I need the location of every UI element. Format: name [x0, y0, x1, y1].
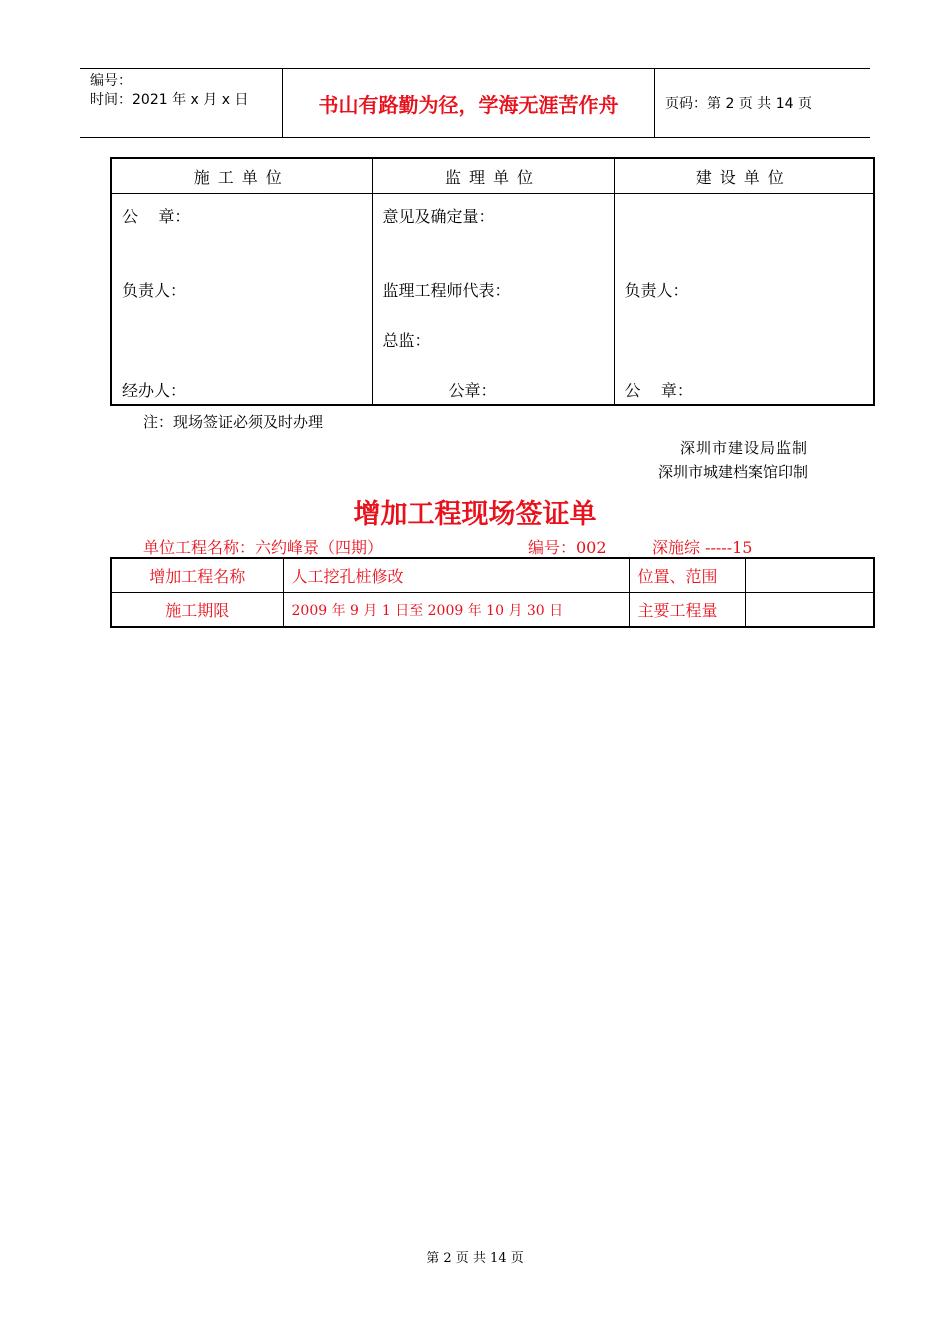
note: 注：现场签证必须及时办理 — [143, 413, 324, 431]
construction-person: 负责人： — [122, 281, 187, 300]
header-meta — [80, 69, 282, 137]
motto: 书山有路勤为径，学海无涯苦作舟 — [318, 92, 619, 117]
issuer-line2: 深圳市城建档案馆印制 — [657, 463, 808, 481]
issuer-line1: 深圳市建设局监制 — [679, 439, 808, 457]
construction-handler: 经办人： — [122, 381, 187, 400]
owner-cell — [614, 194, 874, 406]
supervision-engineer: 监理工程师代表： — [382, 281, 511, 300]
row-label: 增加工程名称 — [111, 558, 283, 593]
number-label: 编号： — [90, 73, 132, 89]
table-row — [111, 593, 874, 628]
row-label2: 主要工程量 — [629, 593, 745, 628]
page-info: 页码：第 2 页 共 14 页 — [665, 96, 812, 112]
col-header-supervision: 监理单位 — [372, 158, 614, 194]
project-name: 单位工程名称：六约峰景（四期） — [143, 538, 384, 557]
page-footer: 第 2 页 共 14 页 — [426, 1251, 524, 1266]
form-code: 深施综 -----15 — [652, 538, 753, 557]
signature-table — [110, 157, 875, 406]
row-value: 人工挖孔桩修改 — [283, 558, 629, 593]
owner-seal: 公 章： — [624, 381, 693, 400]
form-title: 增加工程现场签证单 — [353, 499, 597, 530]
row-value2 — [745, 593, 874, 628]
page-header — [80, 68, 870, 138]
col-header-owner: 建设单位 — [614, 158, 874, 194]
row-value: 2009 年 9 月 1 日至 2009 年 10 月 30 日 — [283, 593, 629, 628]
construction-seal: 公 章： — [122, 207, 191, 226]
owner-person: 负责人： — [624, 281, 689, 300]
detail-table — [110, 557, 875, 628]
construction-cell — [111, 194, 372, 406]
supervision-chief: 总监： — [382, 331, 431, 350]
row-label2: 位置、范围 — [629, 558, 745, 593]
header-motto-cell — [282, 69, 655, 137]
supervision-opinion: 意见及确定量： — [382, 207, 495, 226]
serial-number: 编号：002 — [528, 538, 607, 557]
time-label: 时间：2021 年 x 月 x 日 — [90, 92, 249, 108]
row-label: 施工期限 — [111, 593, 283, 628]
supervision-seal: 公章： — [448, 381, 497, 400]
table-row — [111, 558, 874, 593]
col-header-construction: 施工单位 — [111, 158, 372, 194]
row-value2 — [745, 558, 874, 593]
supervision-cell — [372, 194, 614, 406]
